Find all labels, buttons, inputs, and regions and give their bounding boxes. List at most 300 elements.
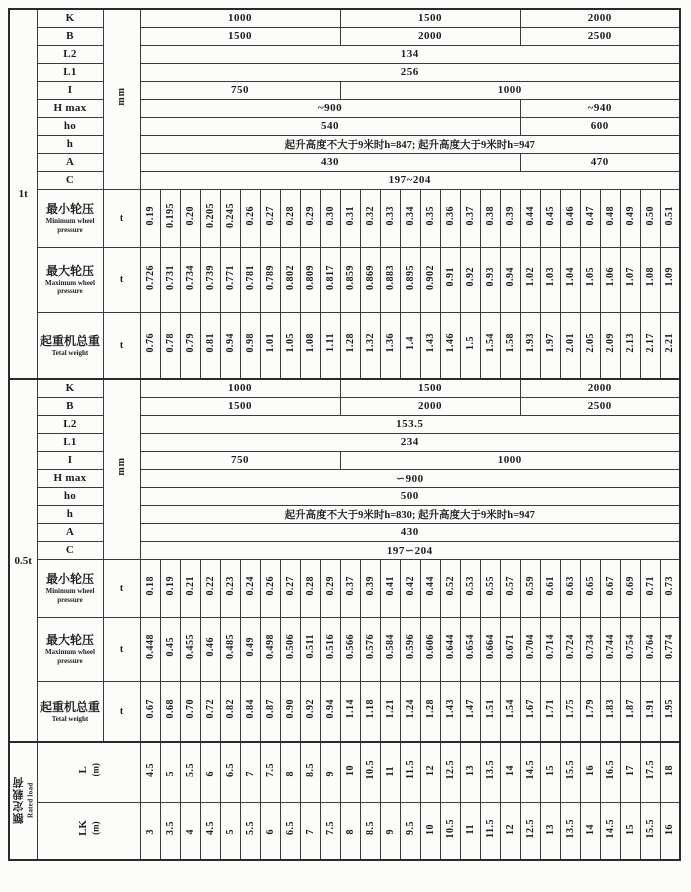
value-cell: [400, 559, 420, 617]
dim-value-cell: 134: [140, 45, 680, 63]
value-cell: [420, 247, 440, 312]
value-text: 16: [584, 765, 596, 777]
value-cell: [240, 559, 260, 617]
value-cell: [400, 742, 420, 802]
value-text: 1.36: [384, 333, 396, 353]
value-cell: [160, 559, 180, 617]
dim-value-cell: 153.5: [140, 415, 680, 433]
value-text: 0.39: [364, 575, 376, 596]
value-cell: [580, 312, 600, 379]
value-cell: [160, 312, 180, 379]
value-cell: [640, 802, 660, 860]
value-text: 2.01: [564, 333, 576, 353]
value-text: 0.498: [264, 634, 276, 659]
value-cell: [160, 617, 180, 681]
dim-value-cell: 起升高度不大于9米时h=847; 起升高度大于9米时h=947: [140, 135, 680, 153]
value-text: 1.08: [644, 267, 656, 287]
value-text: 7.5: [264, 762, 276, 777]
param-name-cell: L2: [37, 415, 103, 433]
value-text: 0.37: [464, 205, 476, 226]
value-cell: [540, 559, 560, 617]
param-name-cell: L1: [37, 433, 103, 451]
value-text: 1.05: [584, 267, 596, 287]
row-label-en: Minimum wheel pressure: [45, 587, 95, 604]
dim-value-cell: 1500: [140, 397, 340, 415]
value-text: 2.21: [664, 333, 676, 353]
value-cell: [660, 802, 680, 860]
value-cell: [320, 742, 340, 802]
value-text: 2.09: [604, 333, 616, 353]
value-text: 14: [504, 765, 516, 777]
value-cell: [560, 247, 580, 312]
value-cell: [640, 742, 660, 802]
value-text: 1.11: [324, 333, 336, 353]
value-cell: [300, 312, 320, 379]
value-cell: [340, 559, 360, 617]
dim-value-cell: 197~204: [140, 171, 680, 189]
value-cell: [440, 312, 460, 379]
value-text: 7: [304, 829, 316, 835]
value-text: 0.739: [204, 264, 216, 290]
value-cell: [480, 559, 500, 617]
value-text: 0.91: [444, 267, 456, 287]
value-text: 0.26: [264, 575, 276, 596]
dim-value-cell: 2000: [340, 397, 520, 415]
value-text: 2.05: [584, 333, 596, 353]
value-text: 2.13: [624, 333, 636, 353]
value-cell: [300, 802, 320, 860]
value-cell: [620, 742, 640, 802]
value-cell: [280, 247, 300, 312]
value-text: 0.455: [184, 634, 196, 659]
value-cell: [640, 617, 660, 681]
value-text: 1.07: [624, 267, 636, 287]
row-unit-cell: t: [103, 617, 140, 681]
param-name-cell: C: [37, 541, 103, 559]
param-name-cell: ho: [37, 487, 103, 505]
value-cell: [600, 189, 620, 247]
value-text: 15: [624, 823, 636, 835]
value-cell: [540, 681, 560, 742]
value-cell: [240, 312, 260, 379]
value-cell: [360, 617, 380, 681]
value-cell: [360, 312, 380, 379]
param-name-cell: K: [37, 9, 103, 27]
value-cell: [240, 742, 260, 802]
value-text: 0.38: [484, 205, 496, 226]
value-cell: [300, 247, 320, 312]
value-cell: [540, 617, 560, 681]
row-label-cell: [37, 247, 103, 312]
value-text: 6: [264, 829, 276, 835]
value-cell: [640, 312, 660, 379]
value-cell: [280, 802, 300, 860]
value-text: 8.5: [304, 762, 316, 777]
row-label-cell: [37, 189, 103, 247]
row-label-en: Tetal weight: [51, 348, 89, 357]
value-cell: [200, 742, 220, 802]
value-cell: [340, 742, 360, 802]
value-cell: [540, 742, 560, 802]
value-cell: [340, 247, 360, 312]
spec-table-body: [9, 9, 680, 860]
param-name-cell: H max: [37, 99, 103, 117]
value-text: 0.71: [644, 575, 656, 596]
value-cell: [180, 559, 200, 617]
value-cell: [660, 559, 680, 617]
value-cell: [440, 802, 460, 860]
value-cell: [260, 617, 280, 681]
value-text: 0.809: [304, 264, 316, 290]
value-cell: [640, 189, 660, 247]
value-text: 0.19: [164, 575, 176, 596]
value-cell: [200, 559, 220, 617]
row-label-zh: 起重机总重: [39, 333, 100, 348]
value-cell: [600, 742, 620, 802]
value-text: 0.764: [644, 634, 656, 659]
row-unit-cell: t: [103, 189, 140, 247]
value-cell: [380, 617, 400, 681]
value-cell: [280, 681, 300, 742]
value-text: 0.44: [424, 575, 436, 596]
value-text: 0.726: [144, 264, 156, 290]
value-cell: [580, 559, 600, 617]
value-text: 13.5: [484, 760, 496, 780]
value-cell: [480, 802, 500, 860]
value-cell: [580, 189, 600, 247]
value-text: 0.70: [184, 699, 196, 719]
value-text: 4.5: [204, 821, 216, 836]
value-text: 0.92: [304, 699, 316, 719]
value-text: 5: [224, 829, 236, 835]
value-text: 4: [184, 829, 196, 835]
value-cell: [560, 681, 580, 742]
value-cell: [220, 559, 240, 617]
value-text: 1.47: [464, 699, 476, 719]
value-text: 17: [624, 765, 636, 777]
value-cell: [220, 681, 240, 742]
value-text: 6.5: [284, 821, 296, 836]
value-text: 1.4: [404, 335, 416, 350]
value-text: 2.17: [644, 333, 656, 353]
value-cell: [200, 189, 220, 247]
row-unit-cell: t: [103, 247, 140, 312]
length-label: [76, 763, 102, 777]
value-text: 0.205: [204, 203, 216, 228]
value-text: 1.28: [344, 333, 356, 353]
value-text: 0.76: [144, 333, 156, 353]
value-text: 0.506: [284, 634, 296, 659]
rated-load-cell: [9, 742, 37, 860]
value-text: 0.22: [204, 575, 216, 596]
value-cell: [380, 802, 400, 860]
value-text: 0.245: [224, 203, 236, 228]
row-label-en: Maximum wheel pressure: [45, 648, 95, 665]
value-text: 0.55: [484, 575, 496, 596]
param-name-cell: H max: [37, 469, 103, 487]
value-text: 0.49: [244, 636, 256, 657]
value-cell: [500, 617, 520, 681]
value-text: 0.714: [544, 634, 556, 659]
row-label-zh: 最小轮压: [45, 572, 94, 587]
value-cell: [260, 742, 280, 802]
value-text: 3: [144, 829, 156, 835]
value-text: 10.5: [364, 760, 376, 780]
value-cell: [380, 312, 400, 379]
value-cell: [360, 802, 380, 860]
value-cell: [420, 802, 440, 860]
value-cell: [340, 189, 360, 247]
value-cell: [300, 742, 320, 802]
value-text: 0.78: [164, 333, 176, 353]
value-cell: [140, 617, 160, 681]
value-cell: [420, 681, 440, 742]
value-cell: [620, 802, 640, 860]
value-text: 0.26: [244, 205, 256, 226]
dim-value-cell: 1000: [140, 9, 340, 27]
value-cell: [360, 189, 380, 247]
value-cell: [420, 312, 440, 379]
value-cell: [560, 189, 580, 247]
value-cell: [660, 189, 680, 247]
value-text: 0.32: [364, 205, 376, 226]
value-text: 0.28: [284, 205, 296, 226]
value-cell: [140, 559, 160, 617]
value-cell: [540, 189, 560, 247]
value-cell: [240, 681, 260, 742]
value-text: 0.82: [224, 699, 236, 719]
value-text: 0.754: [624, 634, 636, 659]
value-cell: [180, 247, 200, 312]
value-text: 0.29: [324, 575, 336, 596]
value-cell: [360, 742, 380, 802]
value-text: 0.51: [664, 205, 676, 226]
value-cell: [500, 802, 520, 860]
value-text: 0.34: [404, 205, 416, 226]
value-cell: [420, 189, 440, 247]
value-text: 0.576: [364, 634, 376, 659]
value-text: 0.771: [224, 264, 236, 290]
value-text: 1.24: [404, 699, 416, 719]
value-text: 0.29: [304, 205, 316, 226]
dim-value-cell: ~940: [520, 99, 680, 117]
value-cell: [460, 189, 480, 247]
value-text: 9: [384, 829, 396, 835]
value-text: 0.33: [384, 205, 396, 226]
value-cell: [420, 559, 440, 617]
value-text: 13: [464, 765, 476, 777]
value-text: 0.44: [524, 205, 536, 226]
span-length-row: [9, 742, 680, 802]
value-cell: [580, 681, 600, 742]
value-text: 1.58: [504, 333, 516, 353]
value-text: 0.671: [504, 634, 516, 659]
value-cell: [660, 312, 680, 379]
value-cell: [440, 681, 460, 742]
value-text: 0.52: [444, 575, 456, 596]
value-text: 13.5: [564, 818, 576, 838]
value-text: 0.869: [364, 264, 376, 290]
value-text: 0.724: [564, 634, 576, 659]
value-cell: [660, 742, 680, 802]
value-text: 0.774: [664, 634, 676, 659]
value-text: 13: [544, 823, 556, 835]
value-text: 0.902: [424, 264, 436, 290]
row-label-cell: [37, 617, 103, 681]
value-text: 14.5: [604, 818, 616, 838]
value-text: 5: [164, 770, 176, 777]
value-cell: [280, 559, 300, 617]
dim-value-cell: 234: [140, 433, 680, 451]
value-text: 0.90: [284, 699, 296, 719]
value-cell: [180, 681, 200, 742]
value-text: 0.781: [244, 264, 256, 290]
value-text: 9: [324, 770, 336, 777]
value-text: 0.21: [184, 575, 196, 596]
value-cell: [320, 247, 340, 312]
value-cell: [160, 189, 180, 247]
param-name-cell: A: [37, 153, 103, 171]
value-cell: [600, 802, 620, 860]
value-text: 0.67: [144, 699, 156, 719]
crane-spec-table: [8, 8, 681, 861]
value-text: 0.92: [464, 267, 476, 287]
value-cell: [380, 247, 400, 312]
value-text: 8: [284, 770, 296, 777]
param-name-cell: C: [37, 171, 103, 189]
value-cell: [220, 802, 240, 860]
value-cell: [220, 742, 240, 802]
value-cell: [600, 681, 620, 742]
value-cell: [520, 617, 540, 681]
value-cell: [200, 681, 220, 742]
value-cell: [260, 681, 280, 742]
value-cell: [380, 681, 400, 742]
value-cell: [280, 742, 300, 802]
value-text: 1.05: [284, 333, 296, 353]
value-text: 0.566: [344, 634, 356, 659]
value-cell: [460, 802, 480, 860]
value-cell: [660, 247, 680, 312]
rated-load-zh: 额定载荷: [12, 775, 25, 824]
value-cell: [520, 247, 540, 312]
value-text: 1.18: [364, 699, 376, 719]
value-text: 3.5: [164, 821, 176, 836]
dim-value-cell: ∽900: [140, 469, 680, 487]
dim-value-cell: ~900: [140, 99, 520, 117]
value-cell: [240, 617, 260, 681]
value-cell: [620, 681, 640, 742]
value-cell: [600, 312, 620, 379]
value-cell: [260, 559, 280, 617]
value-cell: [280, 617, 300, 681]
value-cell: [280, 189, 300, 247]
value-text: 0.24: [244, 575, 256, 596]
value-text: 15: [544, 765, 556, 777]
value-text: 0.596: [404, 634, 416, 659]
value-text: 0.802: [284, 264, 296, 290]
value-cell: [660, 681, 680, 742]
value-text: 0.654: [464, 634, 476, 659]
value-text: 0.511: [304, 634, 316, 659]
value-cell: [440, 247, 460, 312]
value-text: 0.734: [184, 264, 196, 290]
unit-text: mm: [116, 87, 127, 107]
value-cell: [180, 189, 200, 247]
value-text: 5.5: [184, 762, 196, 777]
value-cell: [500, 247, 520, 312]
rated-load-en: Rated load: [25, 781, 34, 818]
param-name-cell: K: [37, 379, 103, 397]
value-text: 1.87: [624, 699, 636, 719]
value-cell: [620, 312, 640, 379]
spec-data-row: [9, 559, 680, 617]
value-text: 0.734: [584, 634, 596, 659]
value-text: 0.42: [404, 575, 416, 596]
value-cell: [380, 742, 400, 802]
unit-text: mm: [116, 457, 127, 477]
value-text: 0.63: [564, 575, 576, 596]
dim-value-cell: 1500: [340, 9, 520, 27]
value-text: 4.5: [144, 762, 156, 777]
value-text: 12: [424, 765, 436, 777]
value-text: 0.895: [404, 264, 416, 290]
value-cell: [360, 247, 380, 312]
row-label-zh: 最大轮压: [45, 263, 94, 278]
value-text: 0.644: [444, 634, 456, 659]
span-length-row: [9, 802, 680, 860]
value-text: 1.83: [604, 699, 616, 719]
spec-data-row: [9, 247, 680, 312]
value-text: 0.19: [144, 205, 156, 226]
value-cell: [620, 247, 640, 312]
value-text: 0.883: [384, 264, 396, 290]
value-text: 10: [424, 823, 436, 835]
value-cell: [340, 617, 360, 681]
value-cell: [560, 559, 580, 617]
length-label: [76, 820, 102, 836]
value-text: 0.39: [504, 205, 516, 226]
value-text: 0.69: [624, 575, 636, 596]
rated-load-label: [12, 776, 35, 824]
value-cell: [460, 247, 480, 312]
value-cell: [600, 617, 620, 681]
dim-value-cell: 750: [140, 81, 340, 99]
value-cell: [500, 742, 520, 802]
value-text: 1.43: [444, 699, 456, 719]
value-cell: [620, 189, 640, 247]
spec-data-row: [9, 681, 680, 742]
value-text: 0.516: [324, 634, 336, 659]
value-text: 0.93: [484, 267, 496, 287]
dimension-unit-cell: [103, 9, 140, 189]
value-cell: [500, 559, 520, 617]
value-text: 1.09: [664, 267, 676, 287]
dim-value-cell: 起升高度不大于9米时h=830; 起升高度大于9米时h=947: [140, 505, 680, 523]
value-text: 0.36: [444, 205, 456, 226]
value-cell: [400, 312, 420, 379]
value-text: 0.94: [224, 333, 236, 353]
value-cell: [220, 247, 240, 312]
value-cell: [160, 802, 180, 860]
value-text: 10.5: [444, 818, 456, 838]
dimension-unit-cell: [103, 379, 140, 559]
value-cell: [220, 189, 240, 247]
value-cell: [460, 559, 480, 617]
value-cell: [580, 742, 600, 802]
value-text: 1.71: [544, 699, 556, 719]
value-text: 0.584: [384, 634, 396, 659]
